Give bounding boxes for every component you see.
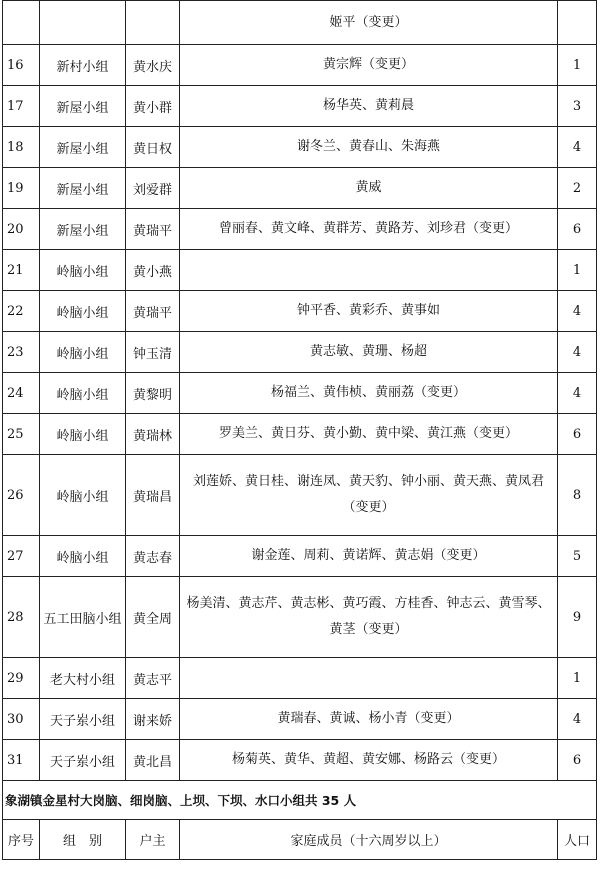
population-cell [558,1,597,45]
section-title: 象湖镇金星村大岗脑、细岗脑、上坝、下坝、水口小组共 35 人 [3,781,597,820]
members-cell: 黄瑞春、黄诚、杨小青（变更） [180,699,558,740]
no-cell: 20 [3,209,40,250]
members-cell: 杨福兰、黄伟桢、黄丽荔（变更） [180,373,558,414]
group-cell: 岭脑小组 [40,414,126,455]
head-cell: 黄日权 [126,127,180,168]
members-cell: 杨华英、黄莉晨 [180,86,558,127]
group-cell: 老大村小组 [40,658,126,699]
group-cell: 岭脑小组 [40,536,126,577]
group-cell: 岭脑小组 [40,373,126,414]
head-cell: 刘爱群 [126,168,180,209]
members-cell [180,658,558,699]
table-row [3,373,597,414]
no-cell: 31 [3,740,40,781]
head-cell [126,1,180,45]
head-cell: 黄瑞平 [126,209,180,250]
head-cell: 黄瑞林 [126,414,180,455]
population-cell: 5 [558,536,597,577]
population-cell: 4 [558,291,597,332]
household-table [2,0,597,860]
members-cell: 刘莲娇、黄日桂、谢连凤、黄天豹、钟小丽、黄天燕、黄凤君（变更） [180,455,558,536]
no-cell: 18 [3,127,40,168]
no-cell: 30 [3,699,40,740]
table-row [3,291,597,332]
group-cell: 岭脑小组 [40,332,126,373]
population-cell: 4 [558,373,597,414]
members-cell [180,250,558,291]
members-cell: 杨菊英、黄华、黄超、黄安娜、杨路云（变更） [180,740,558,781]
no-cell: 25 [3,414,40,455]
population-cell: 6 [558,414,597,455]
no-cell: 19 [3,168,40,209]
column-header-row [3,820,597,860]
header-population: 人口 [558,820,597,860]
head-cell: 黄瑞平 [126,291,180,332]
no-cell: 23 [3,332,40,373]
members-cell: 谢金莲、周莉、黄诺辉、黄志娟（变更） [180,536,558,577]
table-row [3,536,597,577]
no-cell: 16 [3,45,40,86]
members-cell: 黄志敏、黄珊、杨超 [180,332,558,373]
population-cell: 1 [558,250,597,291]
population-cell: 4 [558,127,597,168]
group-cell: 新屋小组 [40,209,126,250]
group-cell: 五工田脑小组 [40,577,126,658]
header-head: 户主 [126,820,180,860]
no-cell [3,1,40,45]
no-cell: 29 [3,658,40,699]
head-cell: 黄小燕 [126,250,180,291]
no-cell: 27 [3,536,40,577]
head-cell: 黄志春 [126,536,180,577]
table-row [3,740,597,781]
no-cell: 24 [3,373,40,414]
population-cell: 2 [558,168,597,209]
head-cell: 黄志平 [126,658,180,699]
group-cell: 新屋小组 [40,127,126,168]
group-cell: 岭脑小组 [40,291,126,332]
members-cell: 黄威 [180,168,558,209]
members-cell: 姬平（变更） [180,1,558,45]
population-cell: 4 [558,332,597,373]
no-cell: 26 [3,455,40,536]
head-cell: 黄水庆 [126,45,180,86]
population-cell: 4 [558,699,597,740]
members-cell: 谢冬兰、黄春山、朱海燕 [180,127,558,168]
group-cell: 岭脑小组 [40,455,126,536]
table-row [3,658,597,699]
table-row [3,250,597,291]
table-row [3,577,597,658]
table-row [3,332,597,373]
population-cell: 6 [558,740,597,781]
group-cell: 岭脑小组 [40,250,126,291]
header-members: 家庭成员（十六周岁以上） [180,820,558,860]
group-cell: 新村小组 [40,45,126,86]
table-row [3,699,597,740]
population-cell: 3 [558,86,597,127]
population-cell: 1 [558,658,597,699]
members-cell: 杨美清、黄志芹、黄志彬、黄巧霞、方桂香、钟志云、黄雪琴、黄茎（变更） [180,577,558,658]
no-cell: 17 [3,86,40,127]
population-cell: 6 [558,209,597,250]
table-row [3,127,597,168]
table-row [3,209,597,250]
members-cell: 曾丽春、黄文峰、黄群芳、黄路芳、刘珍君（变更） [180,209,558,250]
head-cell: 黄北昌 [126,740,180,781]
group-cell [40,1,126,45]
population-cell: 1 [558,45,597,86]
members-cell: 黄宗辉（变更） [180,45,558,86]
head-cell: 黄瑞昌 [126,455,180,536]
group-cell: 新屋小组 [40,86,126,127]
no-cell: 22 [3,291,40,332]
header-no: 序号 [3,820,40,860]
table-row [3,414,597,455]
head-cell: 谢来娇 [126,699,180,740]
members-cell: 钟平香、黄彩乔、黄事如 [180,291,558,332]
head-cell: 钟玉清 [126,332,180,373]
head-cell: 黄黎明 [126,373,180,414]
table-row [3,455,597,536]
section-title-row [3,781,597,820]
table-row [3,86,597,127]
table-row [3,45,597,86]
no-cell: 28 [3,577,40,658]
head-cell: 黄全周 [126,577,180,658]
table-row [3,168,597,209]
members-cell: 罗美兰、黄日芬、黄小勤、黄中梁、黄江燕（变更） [180,414,558,455]
header-group: 组 别 [40,820,126,860]
group-cell: 天子岽小组 [40,699,126,740]
population-cell: 9 [558,577,597,658]
group-cell: 新屋小组 [40,168,126,209]
group-cell: 天子岽小组 [40,740,126,781]
head-cell: 黄小群 [126,86,180,127]
no-cell: 21 [3,250,40,291]
table-row [3,1,597,45]
population-cell: 8 [558,455,597,536]
